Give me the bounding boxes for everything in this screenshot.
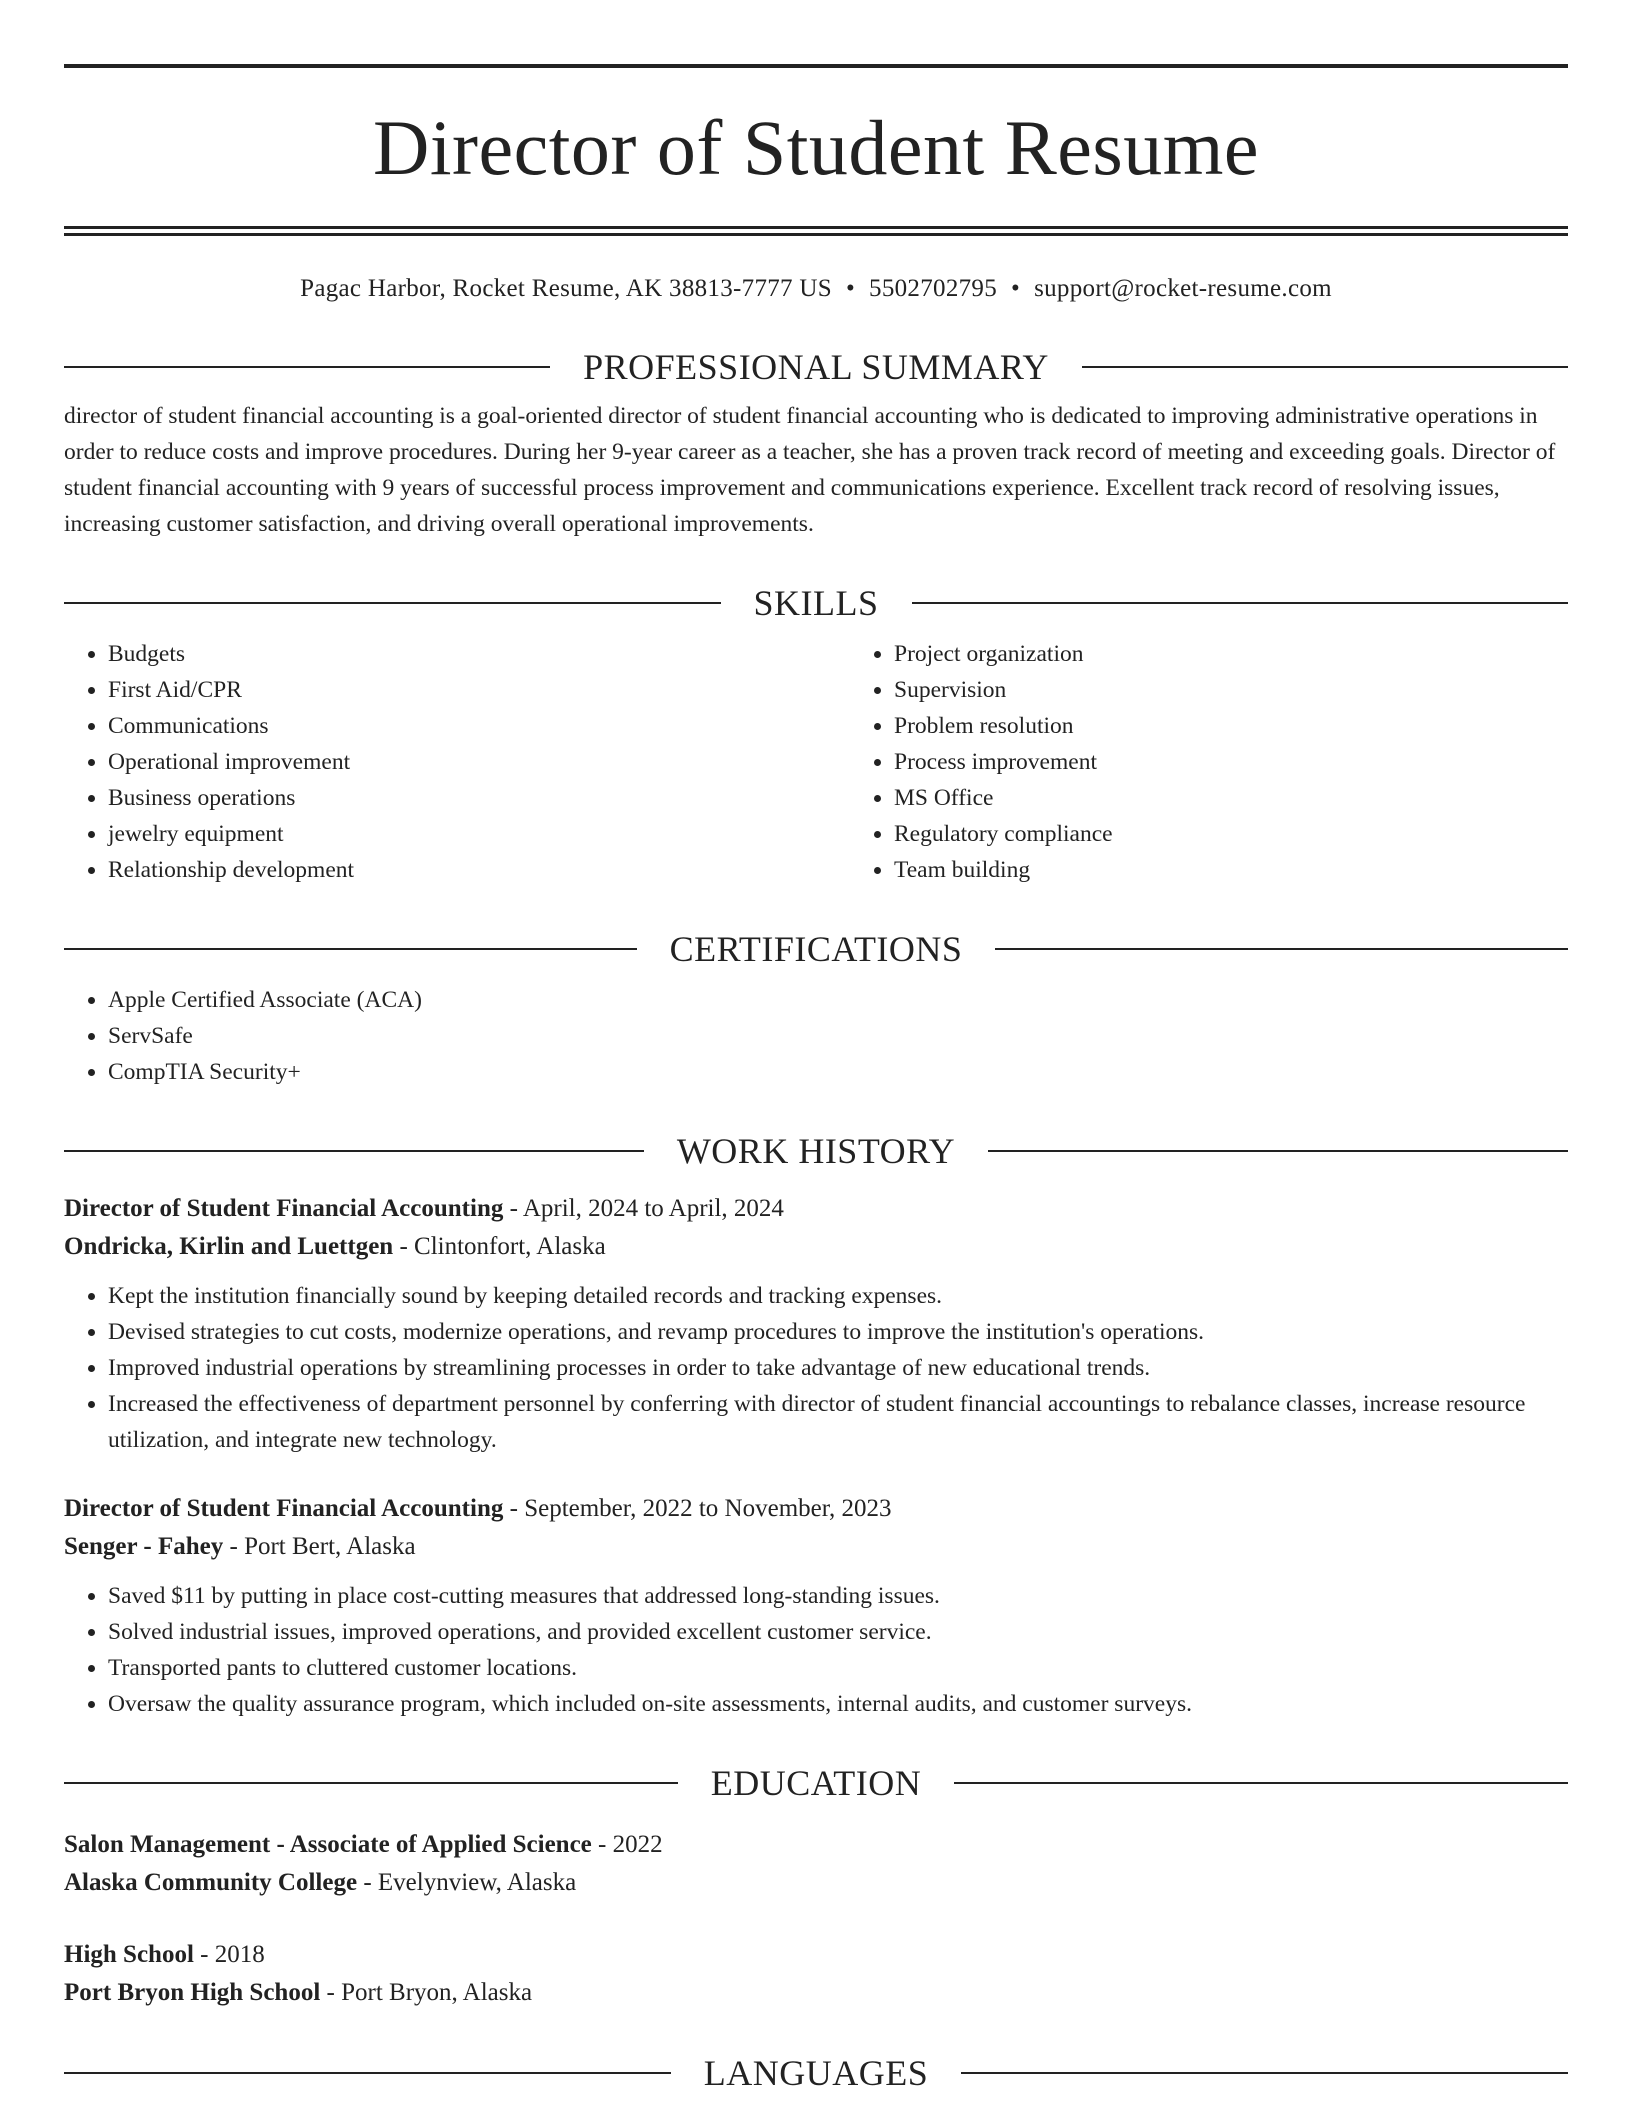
summary-section-heading [64, 346, 1568, 388]
page-title: Director of Student Resume [373, 104, 1259, 191]
school-line [64, 1864, 1568, 1902]
skill-item: • Business operations [108, 780, 850, 816]
dash: - [509, 1495, 518, 1522]
job-title-line [64, 1490, 1568, 1528]
heading-rule-right [954, 1782, 1568, 1784]
skill-item: • Relationship development [108, 852, 850, 888]
section-title: CERTIFICATIONS [669, 929, 963, 969]
school-line [64, 1974, 1568, 2012]
dash: - [509, 1195, 518, 1222]
section-title: SKILLS [753, 583, 879, 623]
degree-line [64, 1826, 1568, 1864]
section-title: EDUCATION [710, 1763, 922, 1803]
job-dates: April, 2024 to April, 2024 [522, 1195, 784, 1222]
graduation-year: 2018 [214, 1941, 265, 1968]
heading-rule-left [64, 1150, 644, 1152]
dash: - [598, 1831, 607, 1858]
contact-phone: 5502702795 [869, 275, 998, 302]
school-location: Evelynview, Alaska [377, 1869, 577, 1896]
job-bullet: • Saved $11 by putting in place cost-cutting measures that addressed long-standing issues. [108, 1578, 1568, 1614]
certifications-section-heading [64, 928, 1568, 970]
contact-address: Pagac Harbor, Rocket Resume, AK 38813-7777 US [300, 275, 832, 302]
degree-name: Salon Management - Associate of Applied Science [64, 1831, 592, 1858]
work-entry [64, 1490, 1568, 1722]
job-location: Port Bert, Alaska [244, 1533, 416, 1560]
certification-item: • Apple Certified Associate (ACA) [108, 982, 1568, 1018]
skill-item: • jewelry equipment [108, 816, 850, 852]
work-entry [64, 1190, 1568, 1458]
languages-section-heading [64, 2052, 1568, 2094]
heading-rule-right [988, 1150, 1568, 1152]
summary-text: director of student financial accounting is a goal-oriented director of student financial accounting who is dedicated to improving administrative operations in order to reduce costs and improve procedures. During her 9-year career as a teacher, she has a proven track record of meeting and exceeding goals. Director of student financial accounting with 9 years of successful process improvement and communications experience. Excellent track record of resolving issues, increasing customer satisfaction, and driving overall operational improvements. [64, 403, 1556, 537]
skill-item: • Budgets [108, 636, 850, 672]
job-bullet: • Improved industrial operations by streamlining processes in order to take advantage of new educational trends. [108, 1350, 1568, 1386]
degree-line [64, 1936, 1568, 1974]
section-title: LANGUAGES [703, 2053, 929, 2093]
job-dates: September, 2022 to November, 2023 [524, 1495, 892, 1522]
dash: - [229, 1533, 238, 1560]
certification-item: • CompTIA Security+ [108, 1054, 1568, 1090]
skill-item: • Communications [108, 708, 850, 744]
heading-rule-left [64, 948, 637, 950]
heading-rule-left [64, 366, 550, 368]
resume-page [64, 64, 1568, 2094]
skills-section-heading [64, 582, 1568, 624]
title-bottom-rule [64, 226, 1568, 236]
education-section-heading [64, 1762, 1568, 1804]
skills-list [64, 636, 1568, 888]
heading-rule-left [64, 2072, 671, 2074]
certifications-list [64, 982, 1568, 1090]
heading-rule-right [961, 2072, 1568, 2074]
work-section-heading [64, 1130, 1568, 1172]
job-location: Clintonfort, Alaska [414, 1233, 606, 1260]
job-bullets [64, 1578, 1568, 1722]
dash: - [326, 1979, 335, 2006]
skill-item: • Project organization [894, 636, 1632, 672]
contact-line [64, 272, 1568, 306]
skill-item: • Regulatory compliance [894, 816, 1632, 852]
skills-column-right [850, 636, 1632, 888]
degree-name: High School [64, 1941, 194, 1968]
school-location: Port Bryon, Alaska [341, 1979, 533, 2006]
dash: - [399, 1233, 408, 1260]
job-bullet: • Oversaw the quality assurance program, which included on-site assessments, internal audits, and customer surveys. [108, 1686, 1568, 1722]
company-line [64, 1528, 1568, 1566]
heading-rule-left [64, 1782, 678, 1784]
school-name: Alaska Community College [64, 1869, 358, 1896]
certification-item: • ServSafe [108, 1018, 1568, 1054]
title-top-rule [64, 64, 1568, 68]
job-bullets [64, 1278, 1568, 1458]
graduation-year: 2022 [612, 1831, 663, 1858]
job-title: Director of Student Financial Accounting [64, 1495, 504, 1522]
skill-item: • First Aid/CPR [108, 672, 850, 708]
job-bullet: • Increased the effectiveness of department personnel by conferring with director of student financial accountings to rebalance classes, increase resource utilization, and integrate new technology. [108, 1386, 1568, 1458]
job-bullet: • Solved industrial issues, improved operations, and provided excellent customer service. [108, 1614, 1568, 1650]
school-name: Port Bryon High School [64, 1979, 321, 2006]
job-bullet: • Kept the institution financially sound by keeping detailed records and tracking expenses. [108, 1278, 1568, 1314]
contact-separator: • [845, 275, 856, 302]
job-bullet: • Devised strategies to cut costs, modernize operations, and revamp procedures to improve the institution's operations. [108, 1314, 1568, 1350]
company-name: Ondricka, Kirlin and Luettgen [64, 1233, 394, 1260]
skill-item: • Team building [894, 852, 1632, 888]
job-title: Director of Student Financial Accounting [64, 1195, 504, 1222]
dash: - [200, 1941, 209, 1968]
skills-column-left [64, 636, 850, 888]
job-bullet: • Transported pants to cluttered customer locations. [108, 1650, 1568, 1686]
contact-email: support@rocket-resume.com [1034, 275, 1332, 302]
dash: - [363, 1869, 372, 1896]
skill-item: • Operational improvement [108, 744, 850, 780]
company-name: Senger - Fahey [64, 1533, 224, 1560]
company-line [64, 1228, 1568, 1266]
skill-item: • Supervision [894, 672, 1632, 708]
skill-item: • Problem resolution [894, 708, 1632, 744]
education-entry [64, 1826, 1568, 1902]
section-title: PROFESSIONAL SUMMARY [583, 347, 1049, 387]
heading-rule-right [912, 602, 1569, 604]
heading-rule-right [1082, 366, 1568, 368]
education-entry [64, 1936, 1568, 2012]
section-title: WORK HISTORY [676, 1131, 956, 1171]
heading-rule-left [64, 602, 721, 604]
job-title-line [64, 1190, 1568, 1228]
skill-item: • Process improvement [894, 744, 1632, 780]
heading-rule-right [995, 948, 1568, 950]
skill-item: • MS Office [894, 780, 1632, 816]
contact-separator: • [1011, 275, 1021, 302]
